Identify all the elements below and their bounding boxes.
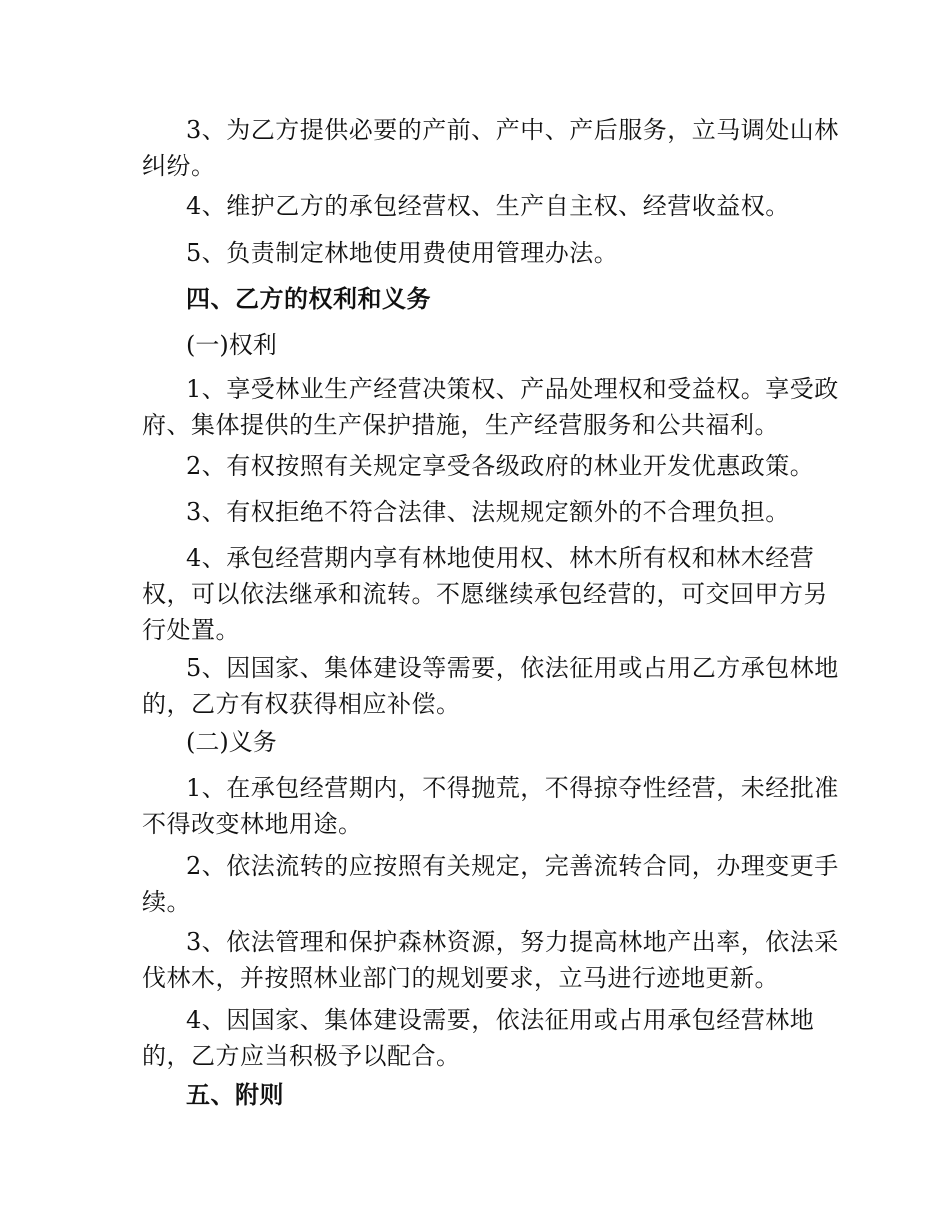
subheading-rights: (一)权利 xyxy=(186,331,277,359)
section-heading-5: 五、附则 xyxy=(186,1081,284,1109)
paragraph-obligation-5: 5、负责制定林地使用费使用管理办法。 xyxy=(186,239,619,267)
paragraph-right-2: 2、有权按照有关规定享受各级政府的林业开发优惠政策。 xyxy=(186,452,815,480)
paragraph-duty-2: 2、依法流转的应按照有关规定，完善流转合同，办理变更手续。 xyxy=(142,852,839,916)
paragraph-duty-1: 1、在承包经营期内，不得抛荒，不得掠夺性经营，未经批准不得改变林地用途。 xyxy=(142,774,839,838)
paragraph-obligation-3: 3、为乙方提供必要的产前、产中、产后服务，立马调处山林纠纷。 xyxy=(142,116,839,180)
paragraph-right-4: 4、承包经营期内享有林地使用权、林木所有权和林木经营权，可以依法继承和流转。不愿继续承包经营的，可交回甲方另行处置。 xyxy=(142,544,828,644)
paragraph-right-1: 1、享受林业生产经营决策权、产品处理权和受益权。享受政府、集体提供的生产保护措施，生产经营服务和公共福利。 xyxy=(142,375,839,439)
subheading-obligations: (二)义务 xyxy=(186,728,277,756)
paragraph-right-3: 3、有权拒绝不符合法律、法规规定额外的不合理负担。 xyxy=(186,498,790,526)
section-heading-4: 四、乙方的权利和义务 xyxy=(186,285,431,313)
paragraph-duty-4: 4、因国家、集体建设需要，依法征用或占用承包经营林地的，乙方应当积极予以配合。 xyxy=(142,1006,815,1070)
paragraph-duty-3: 3、依法管理和保护森林资源，努力提高林地产出率，依法采伐林木，并按照林业部门的规划要求，立马进行迹地更新。 xyxy=(142,928,839,992)
paragraph-obligation-4: 4、维护乙方的承包经营权、生产自主权、经营收益权。 xyxy=(186,192,790,220)
paragraph-right-5: 5、因国家、集体建设等需要，依法征用或占用乙方承包林地的，乙方有权获得相应补偿。 xyxy=(142,654,839,718)
